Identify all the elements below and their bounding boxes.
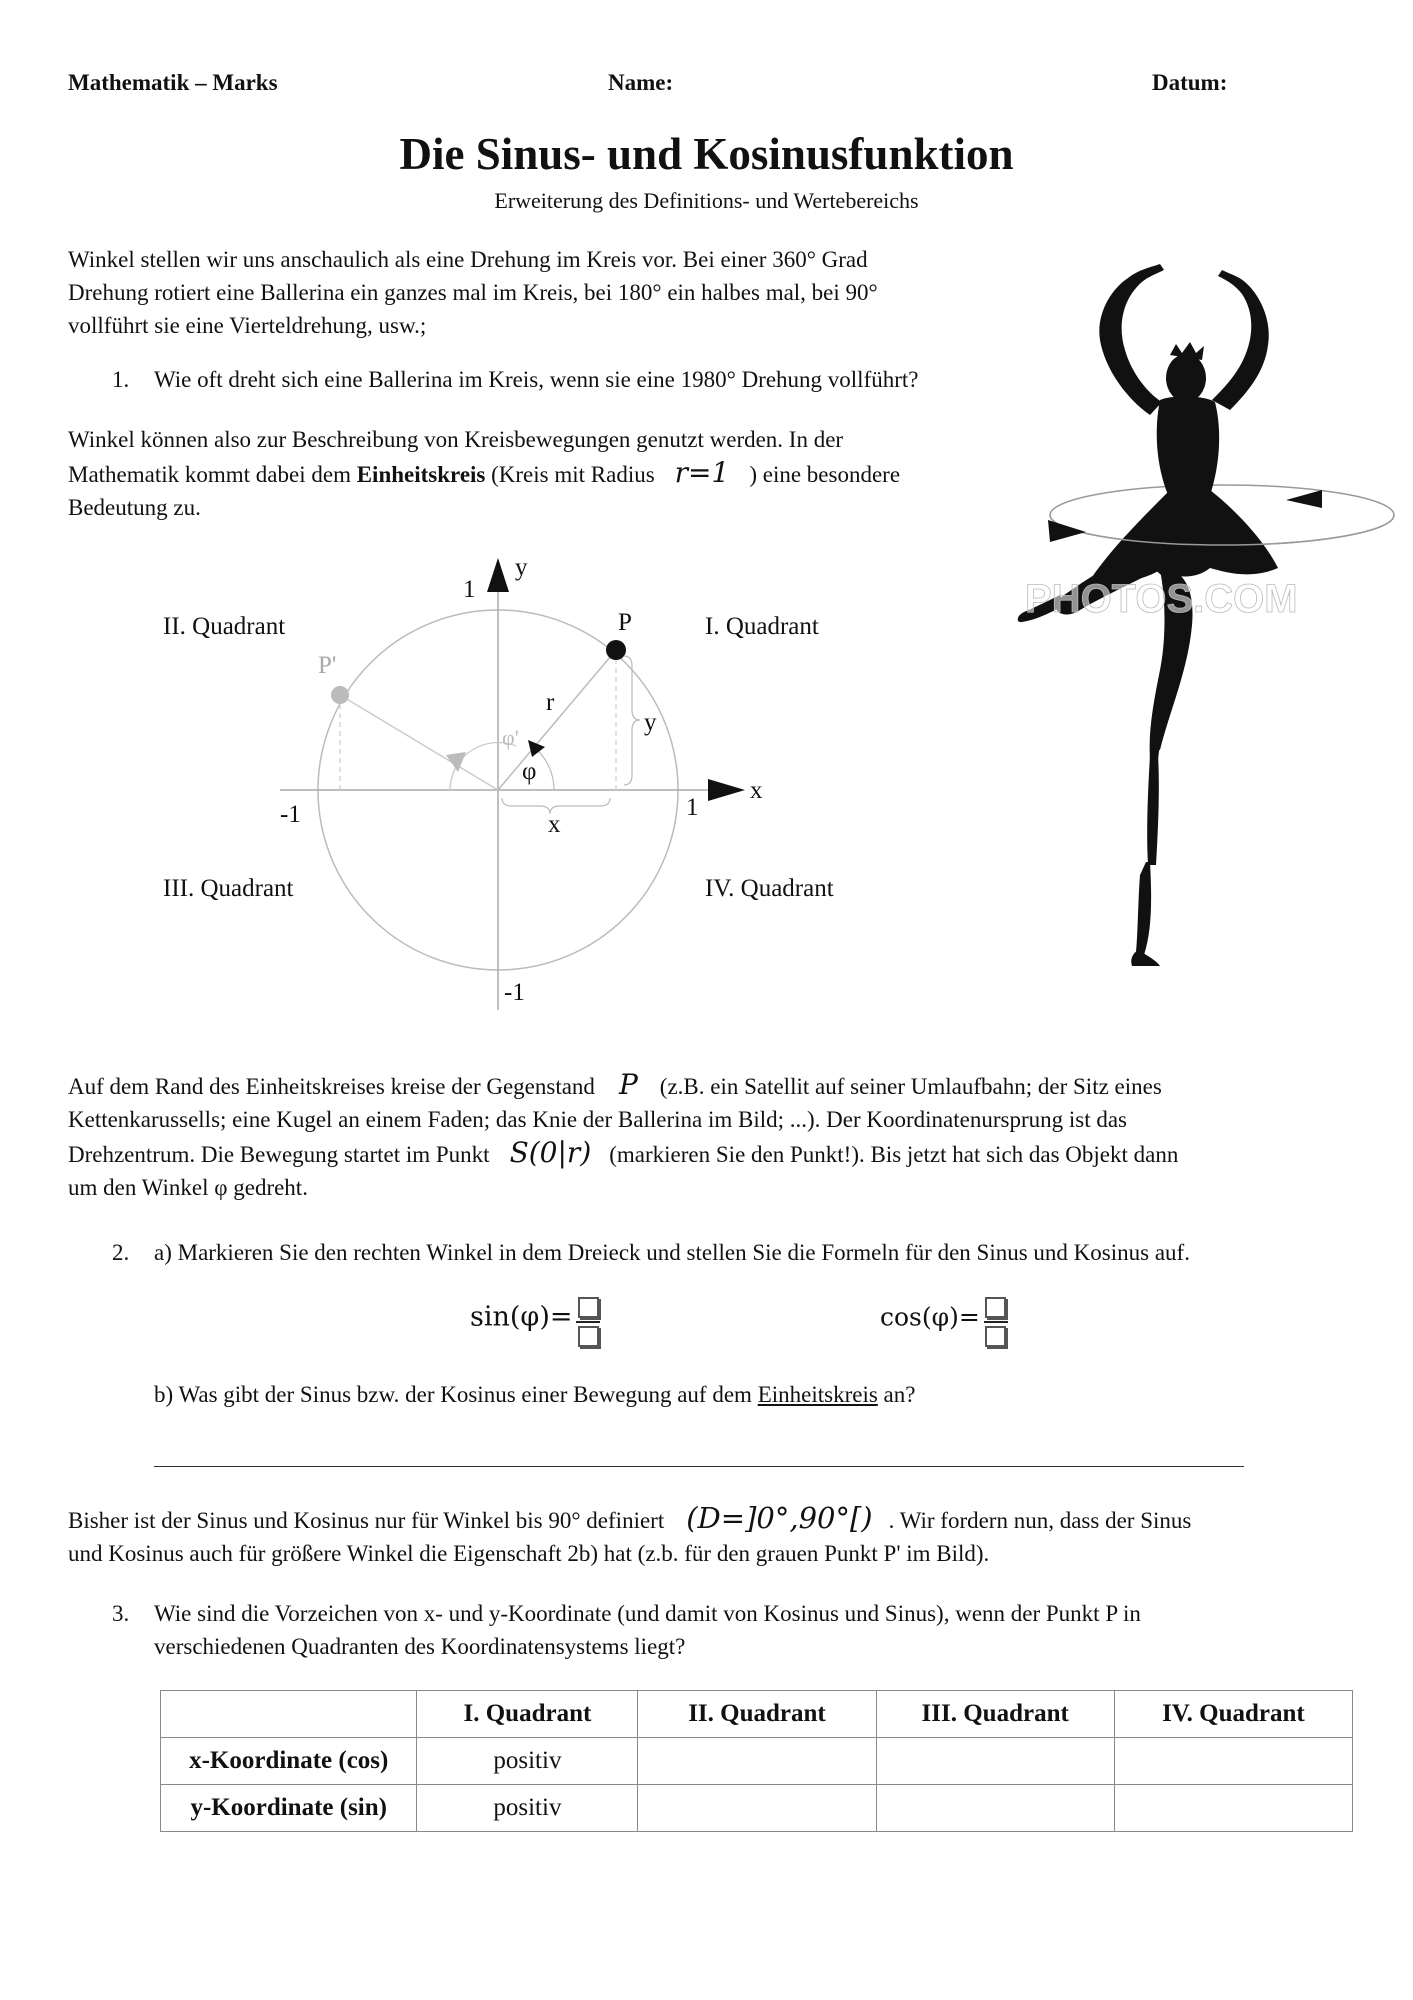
table-header-cell: I. Quadrant (417, 1691, 638, 1738)
tick-x-left: -1 (280, 801, 301, 828)
table-row-label: x-Koordinate (cos) (161, 1738, 417, 1785)
object-line: Kettenkarussells; eine Kugel an einem Faden; das Knie der Ballerina im Bild; ...). Der Koordinatenursprung ist das (68, 1107, 1128, 1132)
text-span: (z.B. ein Satellit auf seiner Umlaufbahn; der Sitz eines (659, 1074, 1162, 1099)
header-date-label: Datum: (1152, 70, 1228, 95)
table-cell[interactable] (1114, 1738, 1352, 1785)
task-1-text: Wie oft dreht sich eine Ballerina im Kreis, wenn sie eine 1980° Drehung vollführt? (154, 367, 919, 392)
table-header-cell: II. Quadrant (638, 1691, 876, 1738)
cos-fraction (984, 1296, 1008, 1348)
watermark: PHOTOS.COM (1025, 577, 1298, 621)
radius-label: r (546, 689, 555, 716)
sin-formula (470, 1296, 600, 1348)
object-line: um den Winkel φ gedreht. (68, 1175, 308, 1200)
definition-line (68, 1502, 1358, 1537)
fraction-bar (984, 1321, 1008, 1323)
task-2a-text: a) Markieren Sie den rechten Winkel in dem Dreieck und stellen Sie die Formeln für den Sinus und Kosinus auf. (154, 1240, 1190, 1265)
definition-paragraph (68, 1502, 1358, 1570)
einheitskreis-underlined: Einheitskreis (757, 1382, 878, 1407)
leg-y-label: y (644, 709, 657, 736)
intro-line: Drehung rotiert eine Ballerina ein ganzes mal im Kreis, bei 180° ein halbes mal, bei 90° (68, 280, 878, 305)
table-cell[interactable] (638, 1785, 876, 1832)
text-span: Drehzentrum. Die Bewegung startet im Punkt (68, 1142, 490, 1167)
object-line (68, 1068, 1358, 1103)
angle-label: φ (522, 758, 537, 785)
text-span: Mathematik kommt dabei dem (68, 462, 357, 487)
quadrant-3-label: III. Quadrant (163, 875, 294, 902)
table-row (161, 1738, 1353, 1785)
angle-arrow (528, 740, 545, 757)
task-1 (112, 363, 1052, 396)
sin-formula-text: sin(φ)= (470, 1301, 573, 1333)
text-span: (Kreis mit Radius (485, 462, 655, 487)
angle-arc (534, 747, 554, 790)
y-axis-arrow (487, 558, 509, 592)
quadrant-2-label: II. Quadrant (163, 613, 286, 640)
page-subtitle: Erweiterung des Definitions- und Wertebereichs (494, 188, 919, 213)
point-p-label: P (618, 609, 632, 636)
intro-line: vollführt sie eine Vierteldrehung, usw.; (68, 313, 427, 338)
header-name-label: Name: (608, 70, 674, 95)
intro-paragraph (68, 243, 1028, 342)
page-title: Die Sinus- und Kosinusfunktion (399, 129, 1014, 179)
text-span: ) eine besondere (749, 462, 901, 487)
tick-y-top: 1 (463, 576, 476, 603)
task-3-line: verschiedenen Quadranten des Koordinatensystems liegt? (154, 1634, 686, 1659)
task-2b (154, 1378, 1354, 1411)
table-header-cell: IV. Quadrant (1114, 1691, 1352, 1738)
domain-math: (D=]0°,90°[) (686, 1501, 873, 1535)
unit-circle-line: Bedeutung zu. (68, 495, 201, 520)
sign-table (160, 1690, 1353, 1832)
table-row (161, 1785, 1353, 1832)
task-3-number: 3. (112, 1601, 130, 1626)
point-p-math: P (618, 1068, 638, 1101)
tick-x-right: 1 (686, 794, 699, 821)
task-1-number: 1. (112, 367, 130, 392)
task-3-line: Wie sind die Vorzeichen von x- und y-Koordinate (und damit von Kosinus und Sinus), wenn der Punkt P in (154, 1601, 1141, 1626)
radius-p (498, 650, 616, 790)
text-span: (markieren Sie den Punkt!). Bis jetzt hat sich das Objekt dann (609, 1142, 1179, 1167)
table-row-label: y-Koordinate (sin) (161, 1785, 417, 1832)
table-cell[interactable] (638, 1738, 876, 1785)
task-2 (112, 1236, 1402, 1269)
table-cell[interactable] (876, 1738, 1114, 1785)
point-p-prime (331, 686, 349, 704)
table-header-cell (161, 1691, 417, 1738)
numerator-box[interactable] (985, 1297, 1006, 1318)
unit-circle-line: Winkel können also zur Beschreibung von Kreisbewegungen genutzt werden. In der (68, 427, 844, 452)
radius-formula: r=1 (674, 456, 730, 489)
intro-line: Winkel stellen wir uns anschaulich als eine Drehung im Kreis vor. Bei einer 360° Grad (68, 247, 868, 272)
tick-y-bottom: -1 (504, 979, 525, 1006)
point-p-prime-label: P' (318, 652, 337, 679)
text-span: b) Was gibt der Sinus bzw. der Kosinus einer Bewegung auf dem (154, 1382, 758, 1407)
table-cell[interactable]: positiv (417, 1785, 638, 1832)
table-cell[interactable] (876, 1785, 1114, 1832)
ballerina-illustration (1010, 250, 1395, 970)
text-span: an? (877, 1382, 916, 1407)
definition-line: und Kosinus auch für größere Winkel die Eigenschaft 2b) hat (z.b. für den grauen Punkt P' im Bild). (68, 1541, 990, 1566)
table-header-cell: III. Quadrant (876, 1691, 1114, 1738)
text-span: . Wir fordern nun, dass der Sinus (888, 1508, 1192, 1533)
einheitskreis-term: Einheitskreis (356, 462, 486, 487)
y-axis-label: y (515, 554, 528, 581)
unit-circle-diagram (140, 550, 860, 1020)
denominator-box[interactable] (578, 1326, 599, 1347)
object-line (68, 1136, 1358, 1171)
radius-p-prime (340, 695, 498, 790)
unit-circle-paragraph (68, 423, 1028, 524)
table-cell[interactable] (1114, 1785, 1352, 1832)
quadrant-4-label: IV. Quadrant (705, 875, 834, 902)
table-cell[interactable]: positiv (417, 1738, 638, 1785)
sin-fraction (576, 1296, 600, 1348)
start-point-math: S(0|r) (509, 1136, 592, 1169)
task-2-number: 2. (112, 1240, 130, 1265)
object-paragraph (68, 1068, 1358, 1204)
x-axis-label: x (750, 777, 763, 804)
x-axis-arrow (708, 779, 745, 801)
denominator-box[interactable] (985, 1326, 1006, 1347)
unit-circle-line (68, 456, 1028, 491)
rotation-arrow-right (1286, 490, 1322, 508)
numerator-box[interactable] (578, 1297, 599, 1318)
point-p (606, 640, 626, 660)
task-3 (112, 1597, 1372, 1663)
leg-x-label: x (548, 811, 561, 838)
text-span: Bisher ist der Sinus und Kosinus nur für Winkel bis 90° definiert (68, 1508, 665, 1533)
rotation-arrow-left (1048, 520, 1086, 542)
header-subject: Mathematik – Marks (68, 70, 278, 95)
cos-formula (880, 1296, 1008, 1348)
table-header-row (161, 1691, 1353, 1738)
quadrant-1-label: I. Quadrant (705, 613, 819, 640)
fraction-bar (576, 1321, 600, 1323)
cos-formula-text: cos(φ)= (880, 1302, 980, 1332)
answer-line[interactable] (154, 1466, 1244, 1467)
angle-prime-label: φ' (502, 725, 519, 750)
text-span: Auf dem Rand des Einheitskreises kreise der Gegenstand (68, 1074, 595, 1099)
